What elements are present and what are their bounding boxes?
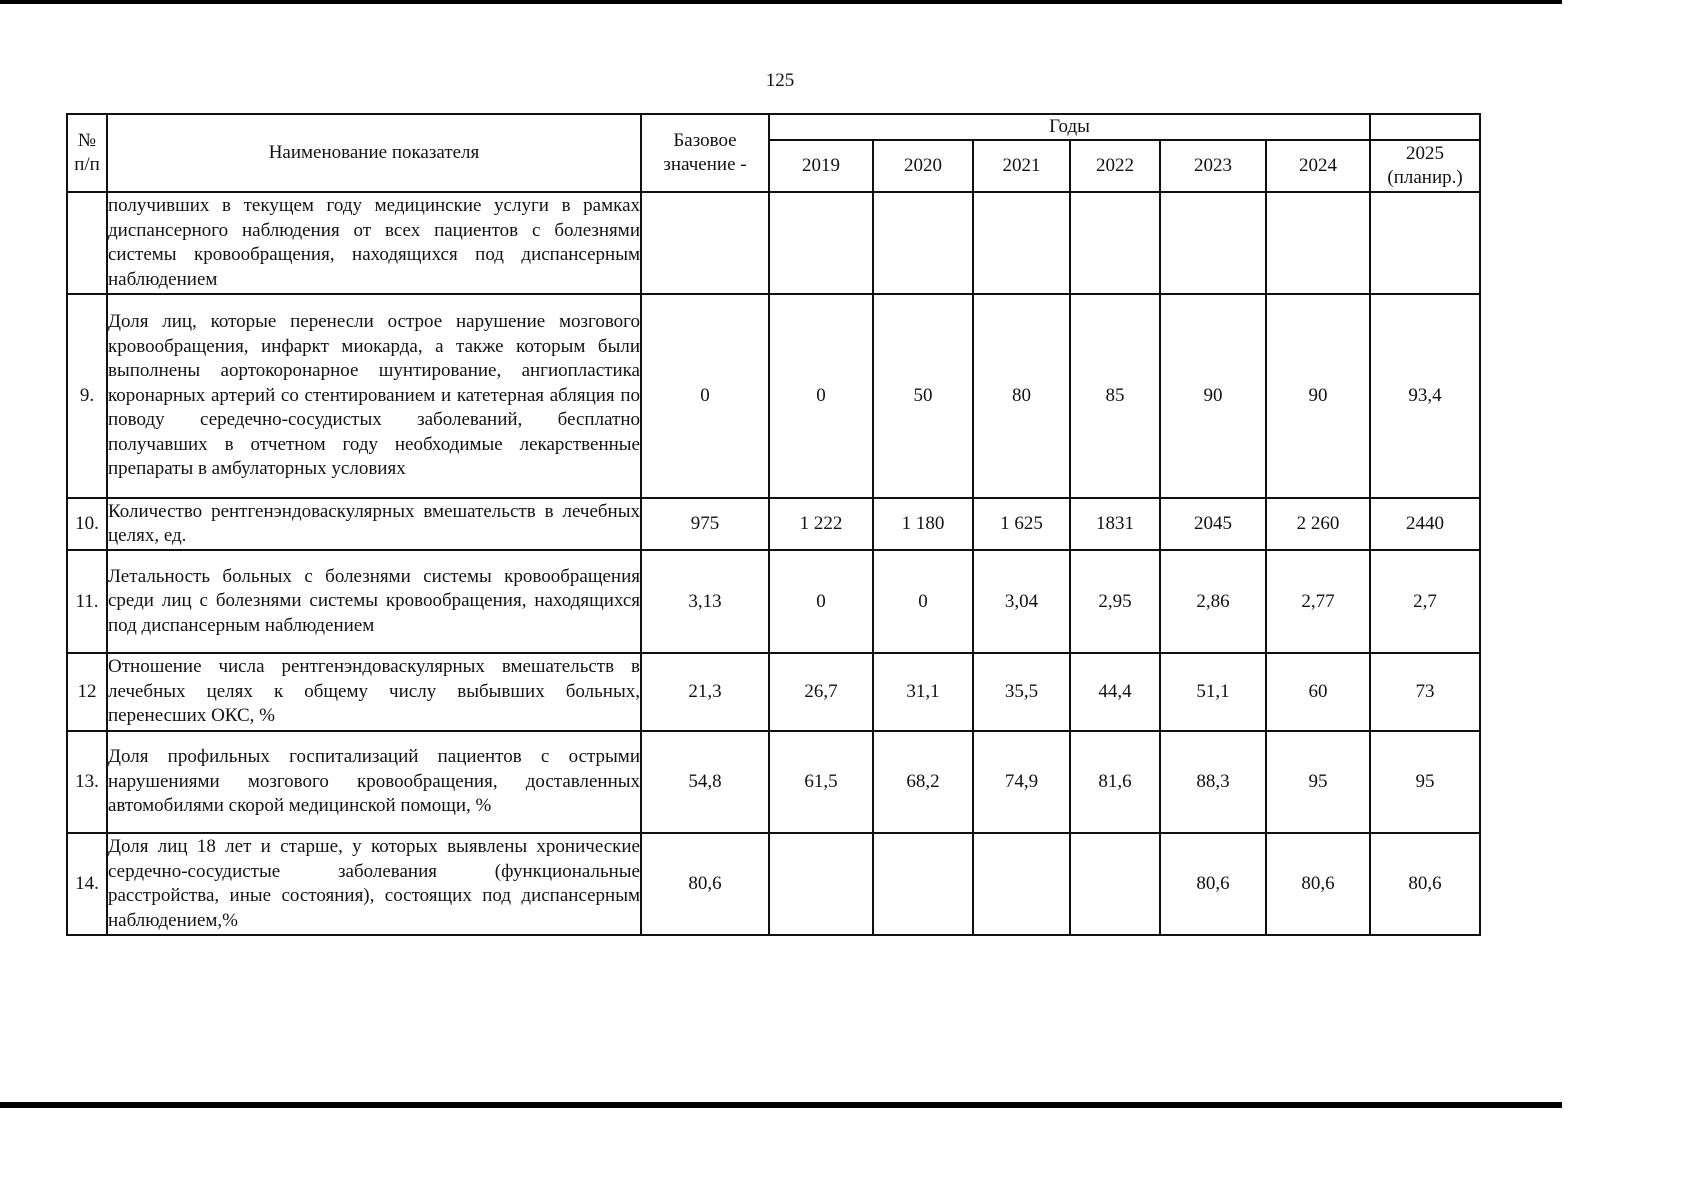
year-value: 0 (769, 550, 873, 653)
year-value (873, 833, 973, 935)
year-value: 35,5 (973, 653, 1070, 731)
year-value (1370, 192, 1480, 294)
year-value (973, 833, 1070, 935)
row-number: 14. (67, 833, 107, 935)
year-value: 2,95 (1070, 550, 1160, 653)
year-value: 1 180 (873, 498, 973, 550)
base-value: 54,8 (641, 731, 769, 833)
year-value: 85 (1070, 294, 1160, 498)
base-value: 975 (641, 498, 769, 550)
row-number (67, 192, 107, 294)
table-row (67, 294, 1480, 498)
indicator-name: получивших в текущем году медицинские услуги в рамках диспансерного наблюдения от всех пациентов с болезнями системы кровообращения, находящихся под диспансерным наблюдением (107, 192, 641, 294)
year-value: 90 (1160, 294, 1266, 498)
row-number: 12 (67, 653, 107, 731)
year-value: 80,6 (1370, 833, 1480, 935)
indicators-table (66, 113, 1481, 936)
year-value: 26,7 (769, 653, 873, 731)
year-value: 44,4 (1070, 653, 1160, 731)
base-value: 3,13 (641, 550, 769, 653)
indicator-name: Доля лиц, которые перенесли острое нарушение мозгового кровообращения, инфаркт миокарда, а также которым были выполнены аортокоронарное шунтирование, ангиопластика коронарных артерий со стентированием и катетерная абляция по поводу середечно-сосудистых заболеваний, бесплатно получавших в отчетном году необходимые лекарственные препараты в амбулаторных условиях (107, 294, 641, 498)
header-year: 2020 (873, 140, 973, 192)
year-value (769, 833, 873, 935)
year-value: 2045 (1160, 498, 1266, 550)
year-value: 80,6 (1266, 833, 1370, 935)
year-value (1070, 192, 1160, 294)
year-value: 31,1 (873, 653, 973, 731)
header-row-top (67, 114, 1480, 140)
scan-top-edge (0, 0, 1562, 4)
year-value: 80,6 (1160, 833, 1266, 935)
indicator-name: Доля лиц 18 лет и старше, у которых выявлены хронические сердечно-сосудистые заболевания (функциональные расстройства, иные состояния), состоящих под диспансерным наблюдением,% (107, 833, 641, 935)
row-number: 9. (67, 294, 107, 498)
year-value: 68,2 (873, 731, 973, 833)
header-years-group: Годы (769, 114, 1370, 140)
year-value: 0 (769, 294, 873, 498)
year-value: 95 (1266, 731, 1370, 833)
header-year: 2021 (973, 140, 1070, 192)
year-value (769, 192, 873, 294)
year-value: 0 (873, 550, 973, 653)
table-row (67, 498, 1480, 550)
year-value: 81,6 (1070, 731, 1160, 833)
year-value: 3,04 (973, 550, 1070, 653)
year-value: 73 (1370, 653, 1480, 731)
year-value: 61,5 (769, 731, 873, 833)
year-value: 90 (1266, 294, 1370, 498)
year-value: 50 (873, 294, 973, 498)
base-value: 0 (641, 294, 769, 498)
indicator-name: Отношение числа рентгенэндоваскулярных вмешательств в лечебных целях к общему числу выбывших больных, перенесших ОКС, % (107, 653, 641, 731)
year-value: 1 625 (973, 498, 1070, 550)
year-value: 2,7 (1370, 550, 1480, 653)
year-value: 2 260 (1266, 498, 1370, 550)
header-num: № п/п (67, 114, 107, 192)
row-number: 11. (67, 550, 107, 653)
header-base: Базовое значение - (641, 114, 769, 192)
base-value: 21,3 (641, 653, 769, 731)
header-year: 2024 (1266, 140, 1370, 192)
year-value (973, 192, 1070, 294)
table-row (67, 550, 1480, 653)
year-value: 2440 (1370, 498, 1480, 550)
table-row (67, 192, 1480, 294)
year-value: 1831 (1070, 498, 1160, 550)
base-value (641, 192, 769, 294)
year-value: 2,77 (1266, 550, 1370, 653)
header-year: 2022 (1070, 140, 1160, 192)
table-row (67, 653, 1480, 731)
row-number: 10. (67, 498, 107, 550)
year-value (1070, 833, 1160, 935)
year-value: 74,9 (973, 731, 1070, 833)
year-value: 80 (973, 294, 1070, 498)
header-empty-cell (1370, 114, 1480, 140)
header-name: Наименование показателя (107, 114, 641, 192)
header-year: 2025 (планир.) (1370, 140, 1480, 192)
year-value (873, 192, 973, 294)
page-number: 125 (765, 70, 795, 91)
row-number: 13. (67, 731, 107, 833)
indicator-name: Летальность больных с болезнями системы кровообращения среди лиц с болезнями системы кровообращения, находящихся под диспансерным наблюдением (107, 550, 641, 653)
indicator-name: Доля профильных госпитализаций пациентов с острыми нарушениями мозгового кровообращения, доставленных автомобилями скорой медицинской помощи, % (107, 731, 641, 833)
indicator-name: Количество рентгенэндоваскулярных вмешательств в лечебных целях, ед. (107, 498, 641, 550)
scan-bottom-edge (0, 1102, 1562, 1108)
header-year: 2023 (1160, 140, 1266, 192)
year-value: 95 (1370, 731, 1480, 833)
base-value: 80,6 (641, 833, 769, 935)
year-value (1266, 192, 1370, 294)
table-row (67, 833, 1480, 935)
year-value (1160, 192, 1266, 294)
year-value: 2,86 (1160, 550, 1266, 653)
table-row (67, 731, 1480, 833)
year-value: 60 (1266, 653, 1370, 731)
year-value: 88,3 (1160, 731, 1266, 833)
year-value: 51,1 (1160, 653, 1266, 731)
year-value: 1 222 (769, 498, 873, 550)
year-value: 93,4 (1370, 294, 1480, 498)
header-year: 2019 (769, 140, 873, 192)
